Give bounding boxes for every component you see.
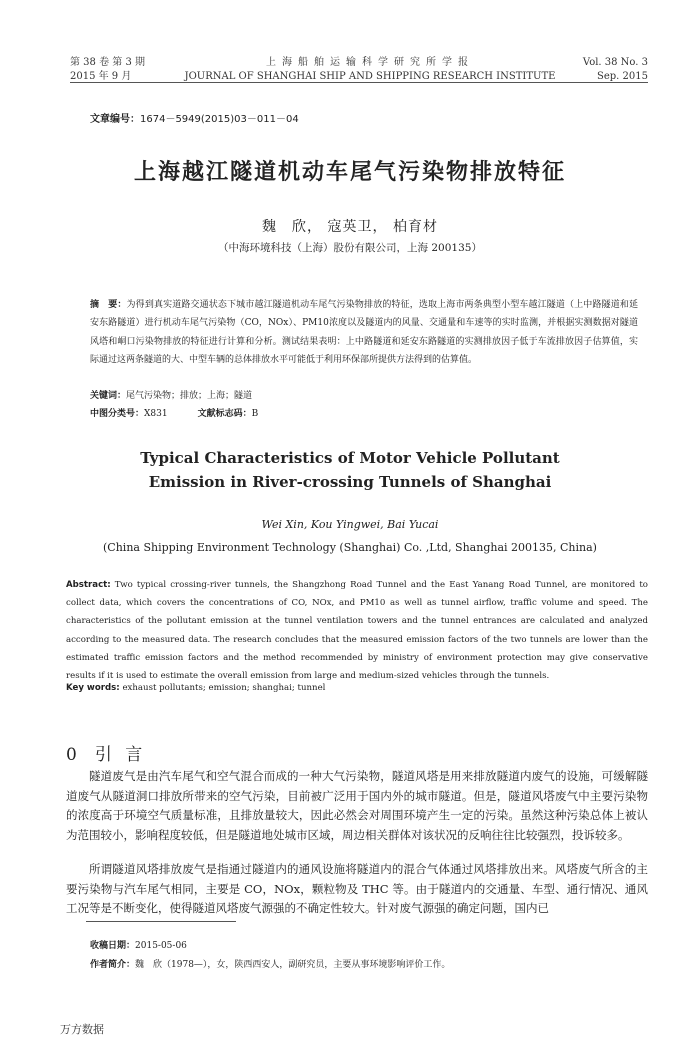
- abstract-en-label: Abstract:: [66, 580, 111, 590]
- abstract-cn: [90, 296, 638, 370]
- title-en-line1: Typical Characteristics of Motor Vehicle Pollutant: [140, 449, 560, 467]
- keywords-en-label: Key words:: [66, 683, 120, 693]
- author-bio-label: 作者简介：: [90, 960, 136, 970]
- doc-code-value: B: [251, 409, 259, 419]
- body-paragraph: 隧道废气是由汽车尾气和空气混合而成的一种大气污染物，隧道风塔是用来排放隧道内废气的设施，可缓解隧道废气从隧道洞口排放所带来的空气污染，目前被广泛用于国内外的城市隧道。但是，隧道风塔废气中主要污染物的浓度高于环境空气质量标准，且排放量较大，因此必然会对周围环境产生一定的污染。虽然这种污染总体上被认为范围较小，影响程度较低，但是隧道地处城市区域，周边相关群体对该状况的反响往往比较强烈，投诉较多。: [66, 769, 648, 842]
- class-label: 中图分类号：: [90, 409, 145, 419]
- author-bio-value: 魏 欣（1978—），女，陕西西安人，副研究员，主要从事环境影响评价工作。: [135, 960, 451, 970]
- section-number: 0: [66, 745, 81, 765]
- body-paragraph: 所谓隧道风塔排放废气是指通过隧道内的通风设施将隧道内的混合气体通过风塔排放出来。风塔废气所含的主要污染物与汽车尾气相同，主要是 CO，NOx，颗粒物及 THC 等。由于隧道内的交通量、车型、通行情况、通风工况等是不断变化，使得隧道风塔废气源强的不确定性较大。针对废气源强的确定问题，国内已: [66, 862, 648, 915]
- footnote-received: [90, 938, 187, 951]
- authors-en: Wei Xin, Kou Yingwei, Bai Yucai: [261, 518, 439, 531]
- doc-code-label: 文献标志码：: [197, 409, 252, 419]
- classification: [90, 406, 258, 419]
- authors-cn: 魏 欣， 寇英卫， 柏育材: [262, 219, 438, 235]
- header-journal: [180, 56, 560, 84]
- header-journal-cn: 上海船舶运输科学研究所学报: [266, 57, 474, 68]
- header-date: 2015 年 9 月: [70, 71, 132, 82]
- article-serial: [90, 110, 299, 125]
- abstract-en: [66, 576, 648, 685]
- keywords-cn: [90, 388, 252, 401]
- article-serial-label: 文章编号：: [90, 114, 140, 125]
- keywords-en: [66, 683, 325, 693]
- watermark: 万方数据: [60, 1023, 104, 1036]
- header-vol-no: Vol. 38 No. 3: [582, 57, 648, 68]
- keywords-cn-text: 尾气污染物；排放；上海；隧道: [126, 391, 253, 401]
- footnote-divider: [86, 921, 236, 922]
- abstract-cn-text: 为得到真实道路交通状态下城市越江隧道机动车尾气污染物排放的特征，选取上海市两条典型小型车越江隧道（上中路隧道和延安东路隧道）进行机动车尾气污染物（CO，NOx）、PM10浓度以及隧道内的风量、交通量和车速等的实时监测，并根据实测数据对隧道风塔和峒口污染物排放的特征进行计算和分析。测试结果表明：上中路隧道和延安东路隧道的实测排放因子低于车流排放因子估算值，实际通过这两条隧道的大、中型车辆的总体排放水平可能低于利用环保部所提供方法得到的估算值。: [90, 300, 638, 366]
- abstract-cn-label: 摘 要：: [90, 300, 127, 310]
- keywords-cn-label: 关键词：: [90, 391, 127, 401]
- class-value: X831: [144, 409, 168, 419]
- header-journal-en: JOURNAL OF SHANGHAI SHIP AND SHIPPING RESEARCH INSTITUTE: [184, 71, 556, 82]
- header-month: Sep. 2015: [597, 71, 648, 82]
- keywords-en-text: exhaust pollutants; emission; shanghai; tunnel: [119, 683, 326, 693]
- header-volume: 第 38 卷 第 3 期: [70, 57, 145, 68]
- article-serial-value: 1674－5949(2015)03－011－04: [140, 114, 299, 125]
- title-en: [0, 446, 700, 494]
- abstract-en-text: Two typical crossing-river tunnels, the Shangzhong Road Tunnel and the East Yanang Road Tunnel, are monitored to collect data, which covers the concentrations of CO, NOx, and PM10 as well as tunnel airflow, traffic volume and speed. The characteristics of the pollutant emission at the tunnel ventilation towers and the tunnel entrances are calculated and analyzed according to the measured data. The research concludes that the measured emission factors of the two tunnels are lower than the estimated traffic emission factors and the method recommended by ministry of environment protection may give conservative results if it is used to estimate the overall emission from large and medium-sized vehicles through the tunnels.: [66, 580, 648, 682]
- received-label: 收稿日期：: [90, 941, 136, 951]
- section-title: 引 言: [94, 745, 147, 765]
- affiliation-en: (China Shipping Environment Technology (Shanghai) Co. ,Ltd, Shanghai 200135, China): [103, 541, 597, 554]
- header-volume-issue: [70, 56, 145, 84]
- title-cn: 上海越江隧道机动车尾气污染物排放特征: [133, 160, 566, 185]
- title-en-line2: Emission in River-crossing Tunnels of Shanghai: [148, 473, 552, 491]
- header-vol-en: [560, 56, 648, 84]
- footnote-author: [90, 957, 450, 970]
- section-heading: [66, 740, 160, 765]
- affiliation-cn: （中海环境科技（上海）股份有限公司，上海 200135）: [218, 242, 482, 254]
- received-value: 2015-05-06: [135, 941, 187, 951]
- header-divider: [70, 82, 648, 83]
